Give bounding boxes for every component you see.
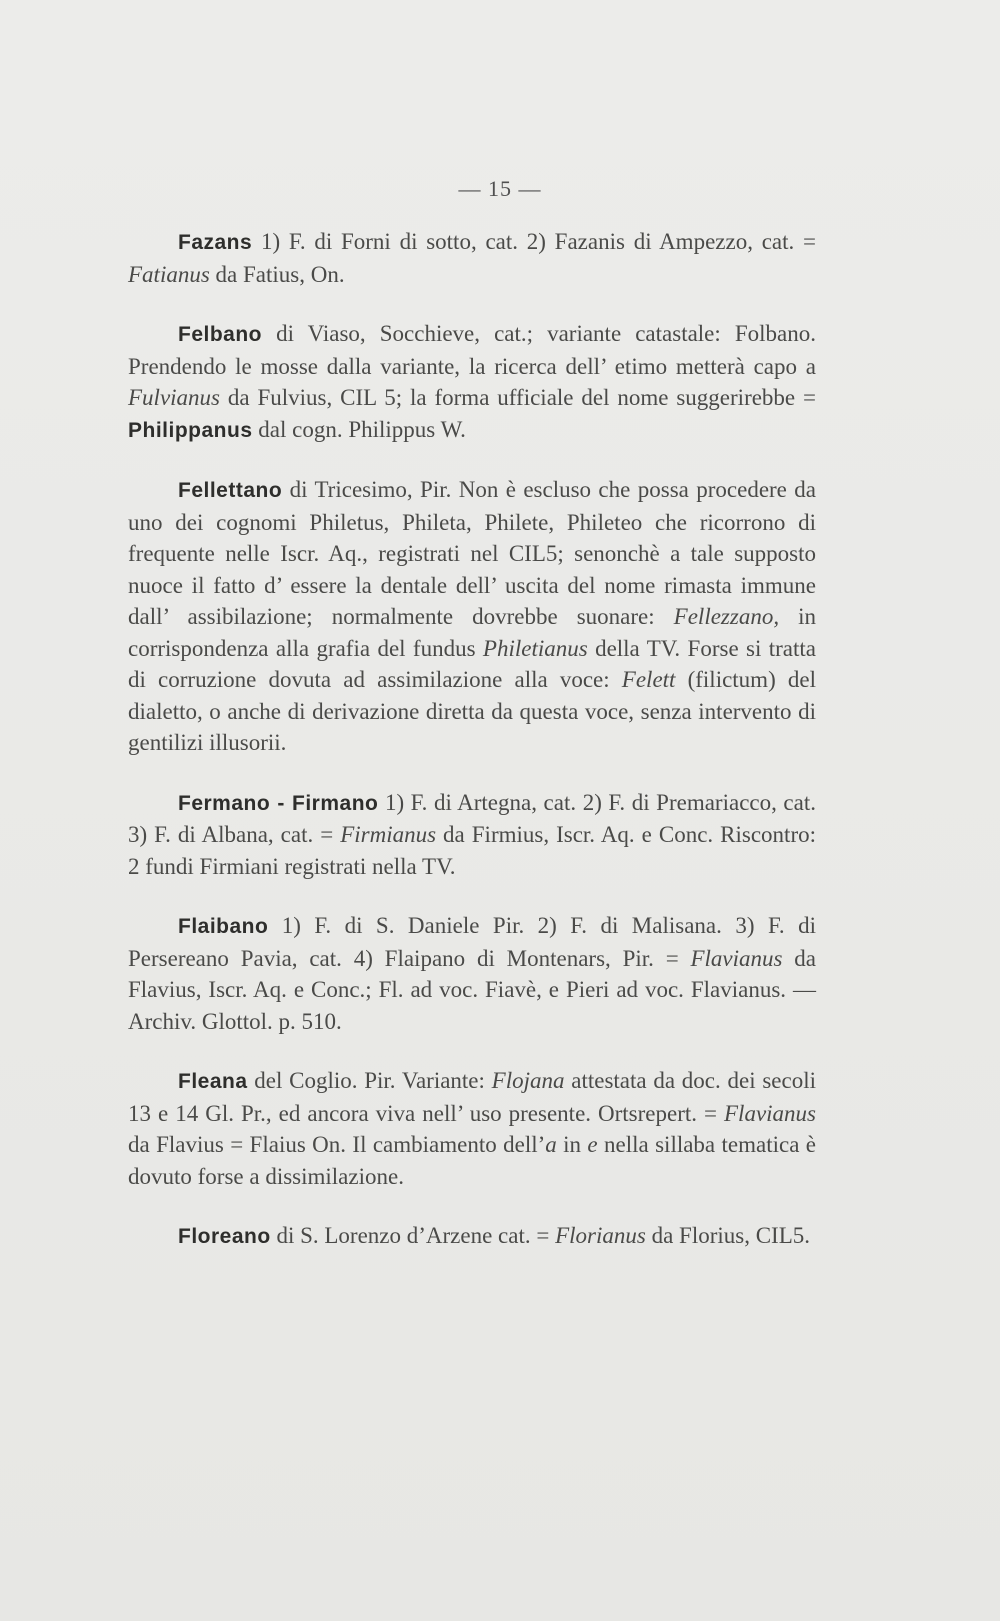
entry-text: (filictum) del dialetto, o anche di derivazione diretta da questa voce, senza intervento di gentilizi illusorii. xyxy=(128,667,816,755)
entries-column xyxy=(128,226,816,1281)
entry-text: 1) F. di Forni di sotto, cat. 2) Fazanis di Ampezzo, cat. = xyxy=(252,229,816,254)
dictionary-entry xyxy=(128,226,816,290)
page-number: — 15 — xyxy=(458,176,542,201)
entry-text: 1) F. di S. Daniele Pir. 2) F. di Malisana. 3) F. di Persereano Pavia, cat. 4) Flaipano di Montenars, Pir. = xyxy=(128,913,816,971)
dictionary-entry xyxy=(128,1220,816,1253)
entry-text: da Flavius = Flaius On. Il cambiamento dell’ xyxy=(128,1132,546,1157)
entry-headword: Flaibano xyxy=(178,915,269,938)
entry-text: in corrispondenza alla grafia del fundus xyxy=(128,604,817,661)
entry-text: da Fatius, On. xyxy=(209,261,345,287)
entry-text: di Viaso, Socchieve, cat.; variante catastale: Folbano. Prendendo le mosse dalla variante, la ricerca dell’ etimo metterà capo a xyxy=(128,321,816,379)
entry-text: attestata da doc. dei secoli 13 e 14 Gl. Pr., ed ancora viva nell’ uso presente. Ortsrepert. = xyxy=(128,1068,816,1126)
italic-term: Flavianus xyxy=(724,1100,816,1126)
italic-term: Flavianus xyxy=(690,945,783,971)
entry-text: da Fulvius, CIL 5; la forma ufficiale del nome suggerirebbe = xyxy=(220,385,816,410)
entry-headword: Fleana xyxy=(178,1070,248,1093)
entry-text: 1) F. di Artegna, cat. 2) F. di Premariacco, cat. 3) F. di Albana, cat. = xyxy=(128,789,816,847)
italic-term: Philetianus xyxy=(482,635,588,661)
entry-headword: Fermano - Firmano xyxy=(178,791,379,815)
italic-term: Firmianus xyxy=(340,822,437,847)
entry-text: dal cogn. Philippus W. xyxy=(252,416,466,442)
entry-text: nella sillaba tematica è dovuto forse a dissimilazione. xyxy=(128,1132,817,1189)
italic-term: Fulvianus xyxy=(128,385,220,410)
bold-term: Philippanus xyxy=(128,418,253,442)
italic-term: a xyxy=(545,1132,557,1157)
italic-term: e xyxy=(587,1132,598,1157)
entry-headword: Felbano xyxy=(178,323,263,346)
entry-headword: Floreano xyxy=(178,1225,271,1248)
dictionary-entry xyxy=(128,787,816,883)
italic-term: Fatianus xyxy=(128,261,210,287)
entry-headword: Fellettano xyxy=(178,479,283,502)
dictionary-entry xyxy=(128,318,816,446)
dictionary-entry xyxy=(128,910,816,1037)
entry-text: di Tricesimo, Pir. Non è escluso che possa procedere da uno dei cognomi Philetus, Phileta, Philete, Phileteo che ricorrono di frequente nelle Iscr. Aq., registrati nel CIL5; senonchè a tale supposto nuoce il fatto d’ essere la dentale dell’ uscita del nome rimasta immune dall’ assibilazione; normalmente dovrebbe suonare: xyxy=(128,477,816,629)
entry-text: della TV. Forse si tratta di corruzione dovuta ad assimilazione alla voce: xyxy=(128,635,816,692)
italic-term: Felett xyxy=(621,667,676,692)
italic-term: Flojana xyxy=(491,1068,565,1093)
entry-text: in xyxy=(556,1132,588,1157)
entry-text: da Florius, CIL5. xyxy=(645,1223,811,1248)
entry-text: del Coglio. Pir. Variante: xyxy=(247,1068,492,1093)
entry-headword: Fazans xyxy=(178,231,253,254)
entry-text: da Firmius, Iscr. Aq. e Conc. Riscontro: 2 fundi Firmiani registrati nella TV. xyxy=(128,822,816,879)
entry-text: da Flavius, Iscr. Aq. e Conc.; Fl. ad voc. Fiavè, e Pieri ad voc. Flavianus. — Archiv. Glottol. p. 510. xyxy=(128,945,816,1034)
dictionary-entry xyxy=(128,1065,816,1192)
italic-term: Florianus xyxy=(555,1223,646,1248)
italic-term: Fellezzano, xyxy=(673,604,780,629)
dictionary-entry xyxy=(128,474,816,759)
entry-text: di S. Lorenzo d’Arzene cat. = xyxy=(270,1223,556,1248)
